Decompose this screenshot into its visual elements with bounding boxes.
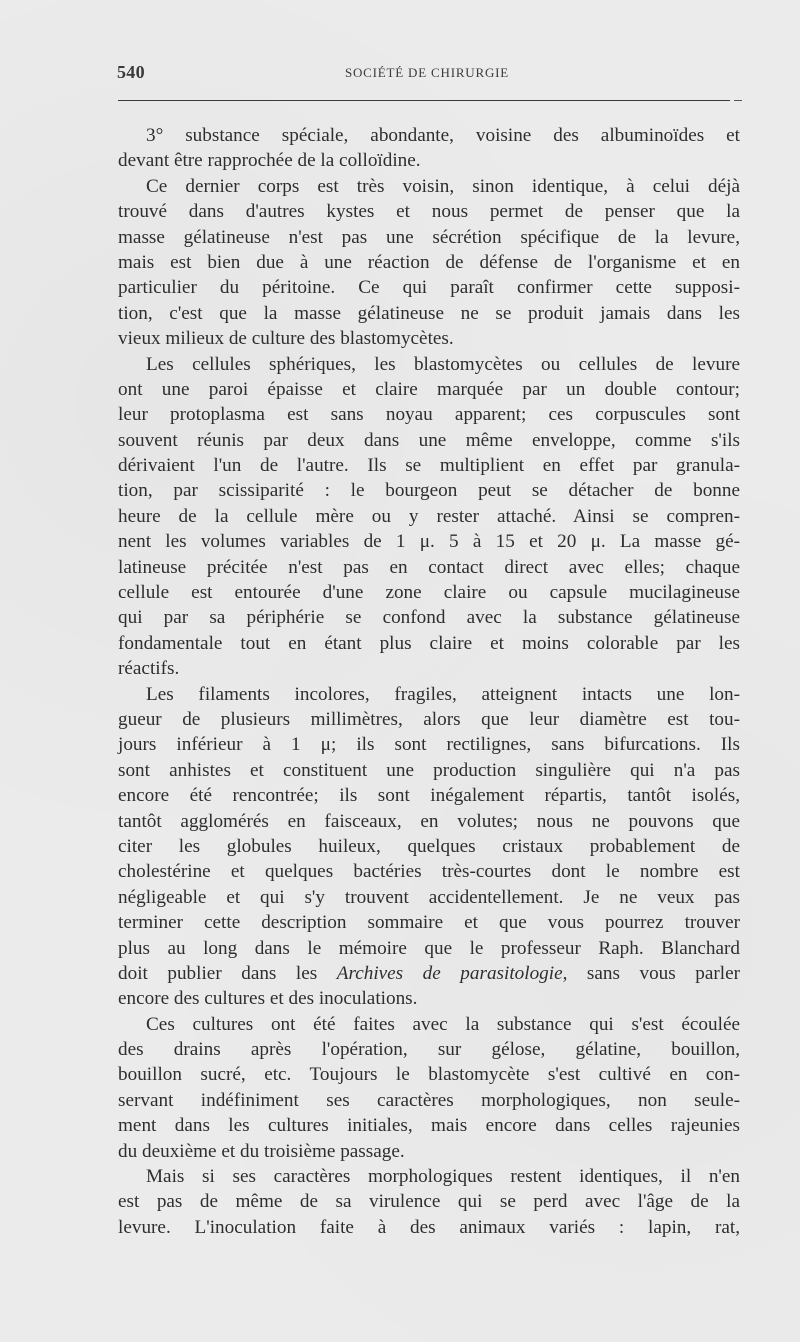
text-line: Ce dernier corps est très voisin, sinon identique, à celui déjà xyxy=(146,175,740,197)
text-line: tantôt agglomérés en faisceaux, en volutes; nous ne pouvons que xyxy=(118,810,740,832)
document-page xyxy=(114,60,740,1238)
text-line: ont une paroi épaisse et claire marquée par un double contour; xyxy=(118,378,740,400)
text-line: terminer cette description sommaire et que vous pourrez trouver xyxy=(118,912,740,934)
text-line: plus au long dans le mémoire que le professeur Raph. Blanchard xyxy=(118,937,740,959)
text-line: qui par sa périphérie se confond avec la substance gélatineuse xyxy=(118,607,740,629)
paragraph xyxy=(118,1164,740,1240)
paragraph xyxy=(118,1012,740,1164)
text-line: masse gélatineuse n'est pas une sécrétion spécifique de la levure, xyxy=(118,226,740,248)
text-line: tion, par scissiparité : le bourgeon peut se détacher de bonne xyxy=(118,480,740,502)
text-line: jours inférieur à 1 μ; ils sont rectilignes, sans bifurcations. Ils xyxy=(118,734,740,756)
text-line: Ces cultures ont été faites avec la substance qui s'est écoulée xyxy=(146,1013,740,1035)
text-line: citer les globules huileux, quelques cristaux probablement de xyxy=(118,835,740,857)
text-line: souvent réunis par deux dans une même enveloppe, comme s'ils xyxy=(118,429,740,451)
text-line: tion, c'est que la masse gélatineuse ne se produit jamais dans les xyxy=(118,302,740,324)
text-line: servant indéfiniment ses caractères morphologiques, non seule- xyxy=(118,1089,740,1111)
text-line: dérivaient l'un de l'autre. Ils se multiplient en effet par granula- xyxy=(118,455,740,477)
text-line: négligeable et qui s'y trouvent accidentellement. Je ne veux pas xyxy=(118,886,740,908)
paragraph xyxy=(118,174,740,352)
text-line: particulier du péritoine. Ce qui paraît confirmer cette supposi- xyxy=(118,277,740,299)
text-line: levure. L'inoculation faite à des animaux variés : lapin, rat, xyxy=(118,1216,740,1238)
italic-title: Archives de parasitologie xyxy=(336,962,563,984)
paragraph xyxy=(118,682,740,1012)
text-line: cholestérine et quelques bactéries très-courtes dont le nombre est xyxy=(118,861,740,883)
text-line: cellule est entourée d'une zone claire ou capsule mucilagineuse xyxy=(118,582,740,604)
text-line: sont anhistes et constituent une production singulière qui n'a pas xyxy=(118,759,740,781)
text-line: du deuxième et du troisième passage. xyxy=(118,1140,405,1162)
text-line: est pas de même de sa virulence qui se perd avec l'âge de la xyxy=(118,1191,740,1213)
text-line: ment dans les cultures initiales, mais encore dans celles rajeunies xyxy=(118,1115,740,1137)
page-number: 540 xyxy=(117,62,145,82)
paragraph xyxy=(118,352,740,682)
header-rule-tail xyxy=(734,100,742,101)
text-line: latineuse précitée n'est pas en contact direct avec elles; chaque xyxy=(118,556,740,578)
text-line: vieux milieux de culture des blastomycètes. xyxy=(118,328,454,350)
text-line: 3° substance spéciale, abondante, voisine des albuminoïdes et xyxy=(146,125,740,146)
text-line: réactifs. xyxy=(118,658,180,680)
text-line: nent les volumes variables de 1 μ. 5 à 15 et 20 μ. La masse gé- xyxy=(118,531,740,553)
running-title: SOCIÉTÉ DE CHIRURGIE xyxy=(344,65,510,80)
header-rule xyxy=(118,100,730,101)
text-line: heure de la cellule mère ou y rester attaché. Ainsi se compren- xyxy=(118,505,740,527)
text-line: trouvé dans d'autres kystes et nous permet de penser que la xyxy=(118,201,740,223)
text-line: fondamentale tout en étant plus claire et moins colorable par les xyxy=(118,632,740,654)
text-line: bouillon sucré, etc. Toujours le blastomycète s'est cultivé en con- xyxy=(118,1064,740,1086)
text-line: encore des cultures et des inoculations. xyxy=(118,988,418,1010)
body-text xyxy=(118,123,740,1240)
text-line: Mais si ses caractères morphologiques restent identiques, il n'en xyxy=(146,1166,740,1188)
text-line: gueur de plusieurs millimètres, alors que leur diamètre est tou- xyxy=(118,708,740,730)
paragraph xyxy=(118,123,740,174)
text-line: des drains après l'opération, sur gélose, gélatine, bouillon, xyxy=(118,1039,740,1061)
text-line: leur protoplasma est sans noyau apparent; ces corpuscules sont xyxy=(118,404,740,426)
text-line: mais est bien due à une réaction de défense de l'organisme et en xyxy=(118,251,740,273)
running-head xyxy=(114,60,740,88)
text-line: encore été rencontrée; ils sont inégalement répartis, tantôt isolés, xyxy=(118,785,740,807)
text-line: doit publier dans les Archives de parasitologie, sans vous parler xyxy=(118,962,740,984)
text-line: devant être rapprochée de la colloïdine. xyxy=(118,150,421,172)
text-line: Les cellules sphériques, les blastomycètes ou cellules de levure xyxy=(146,353,740,375)
text-line: Les filaments incolores, fragiles, atteignent intacts une lon- xyxy=(146,683,740,705)
